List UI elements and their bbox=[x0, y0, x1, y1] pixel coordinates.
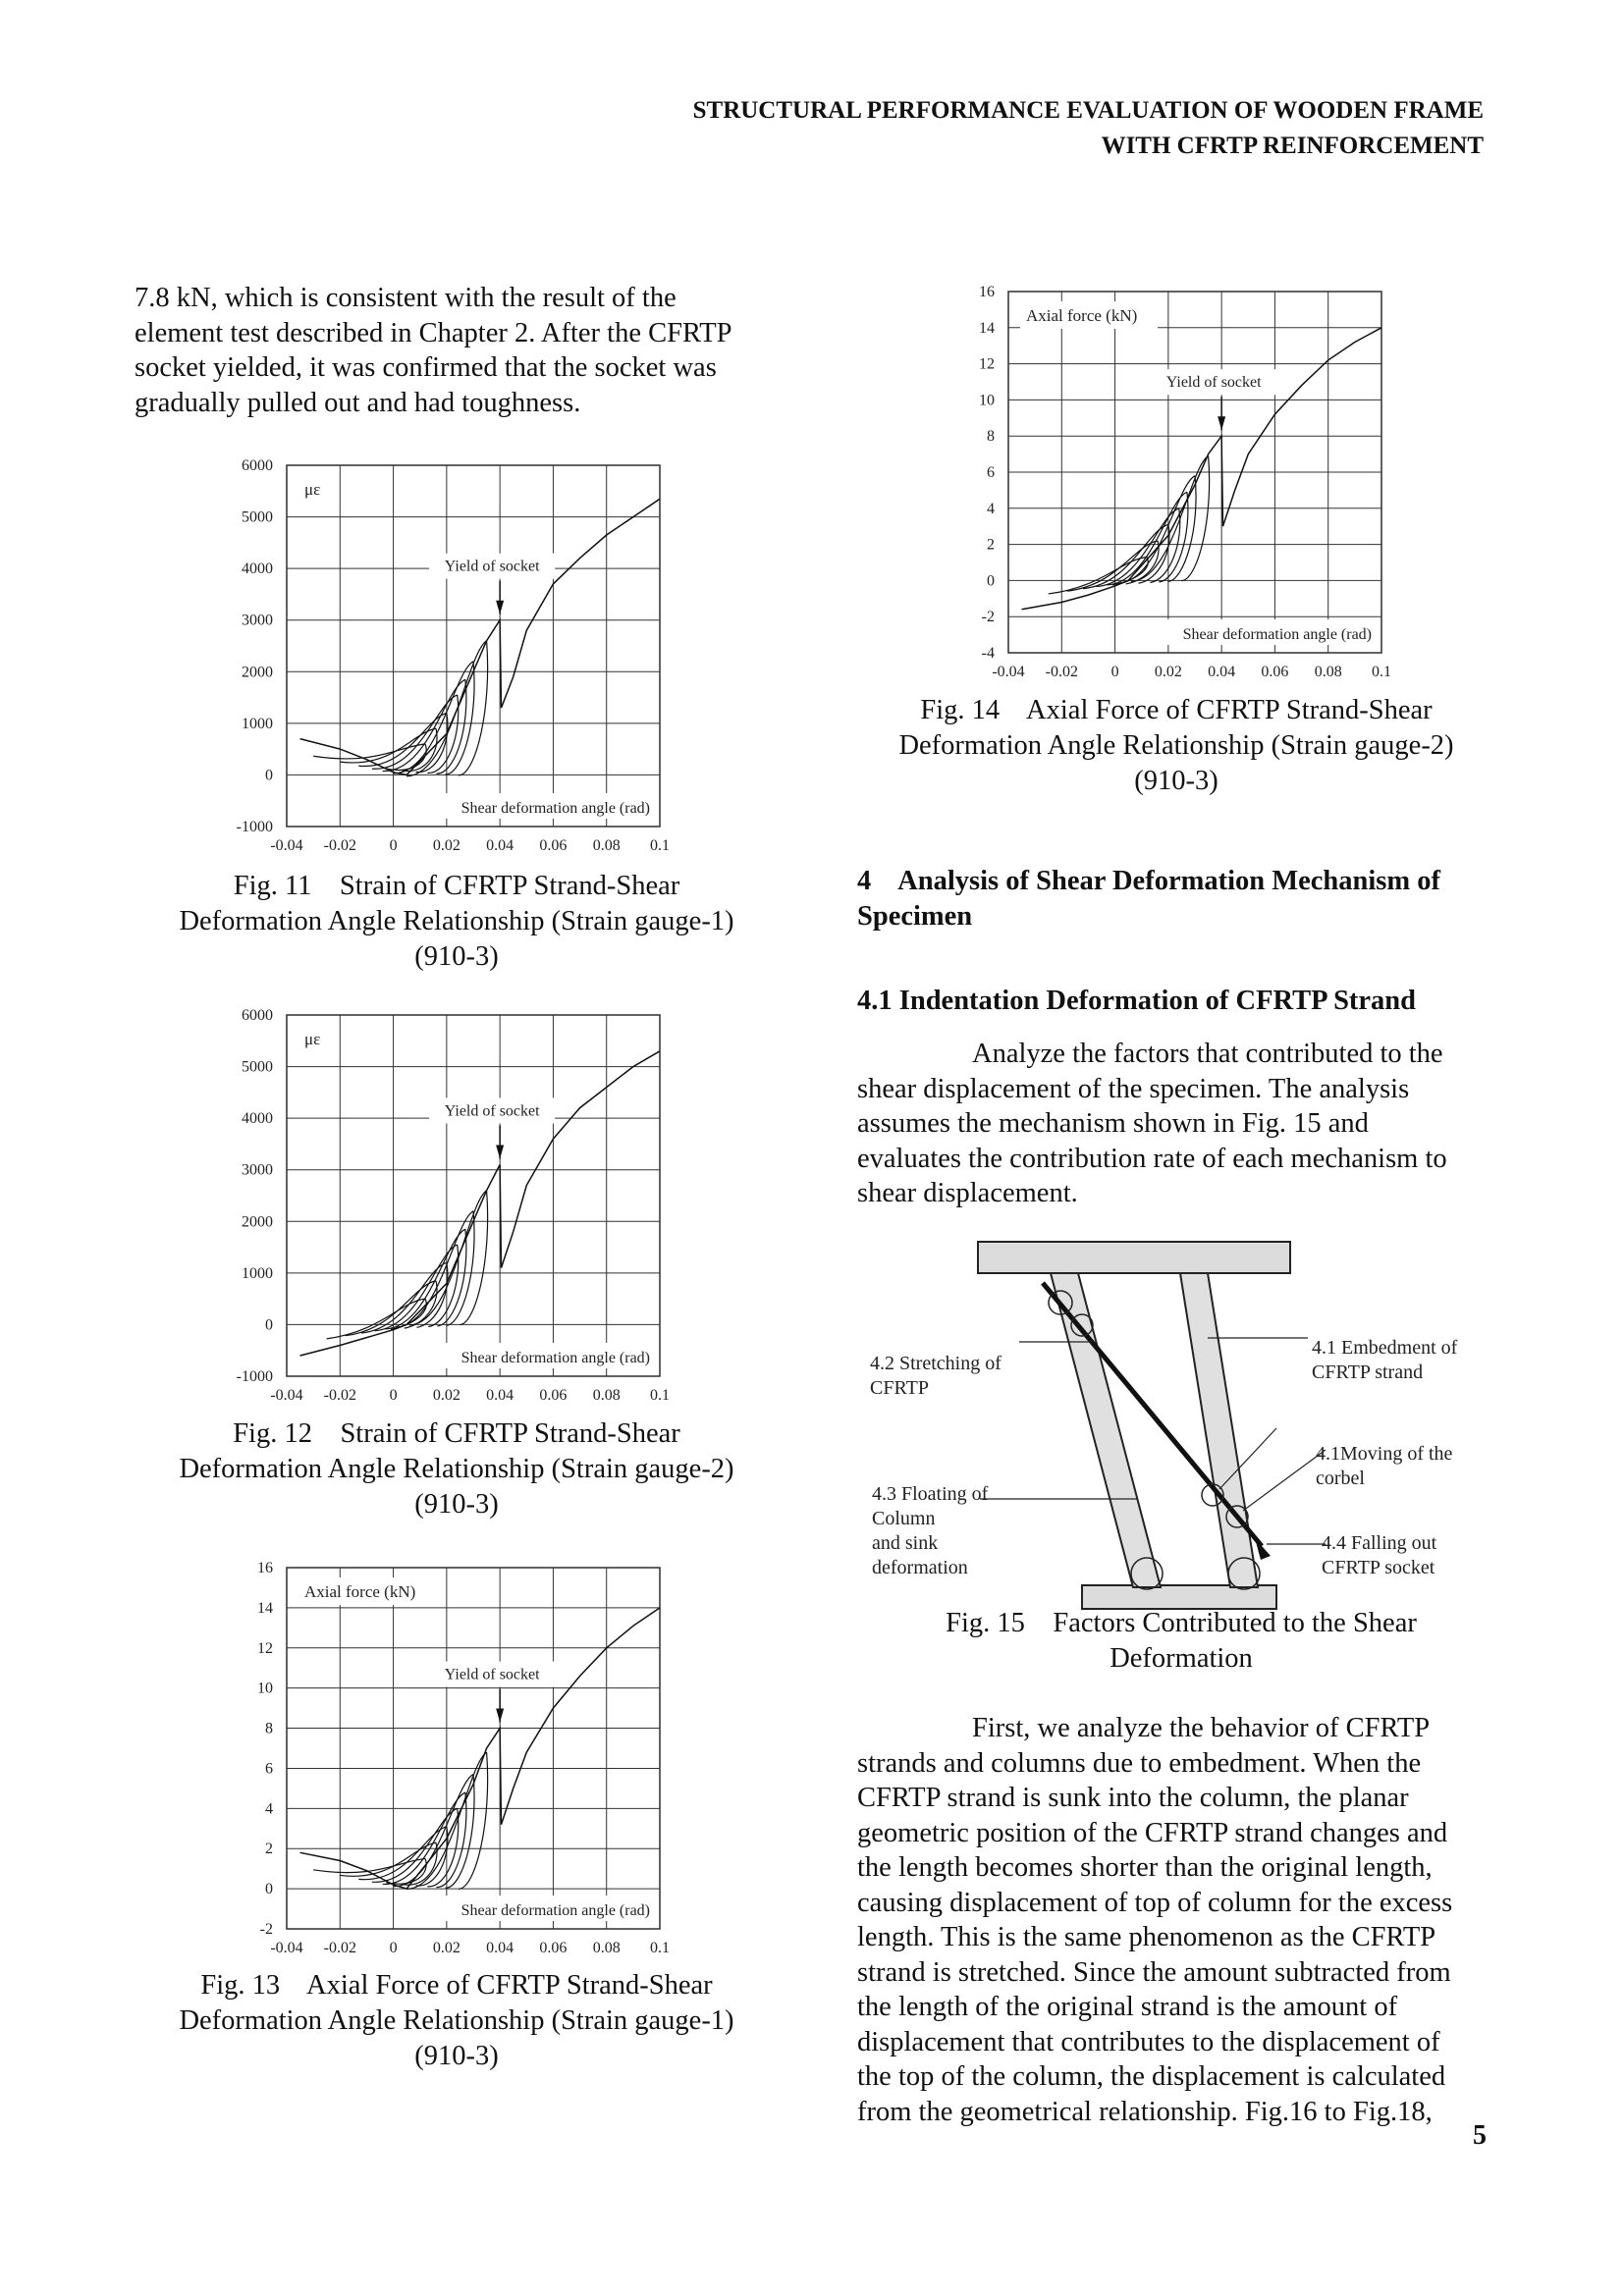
y-tick-label: 4000 bbox=[242, 1110, 273, 1128]
y-tick-label: -2 bbox=[981, 609, 995, 626]
y-tick-label: 1000 bbox=[242, 715, 273, 732]
x-tick-label: 0.1 bbox=[650, 1940, 670, 1956]
y-tick-label: 4000 bbox=[242, 561, 273, 578]
para-line: the length becomes shorter than the original length, bbox=[857, 1852, 1433, 1883]
y-tick-label: 6 bbox=[987, 464, 995, 481]
y-tick-label: 2000 bbox=[242, 1213, 273, 1231]
x-tick-label: -0.04 bbox=[270, 837, 303, 854]
x-tick-label: 0.1 bbox=[650, 1387, 670, 1404]
leader-line bbox=[1243, 1450, 1326, 1511]
y-tick-label: 1000 bbox=[242, 1264, 273, 1282]
x-tick-label: -0.04 bbox=[270, 1940, 303, 1956]
x-tick-label: 0 bbox=[1110, 664, 1119, 680]
y-tick-label: -4 bbox=[981, 645, 995, 662]
intro-line: socket yielded, it was confirmed that the socket was bbox=[135, 352, 717, 383]
x-tick-label: 0.02 bbox=[432, 837, 460, 854]
section-paragraph-2 bbox=[857, 1711, 1505, 2129]
x-tick-label: 0.04 bbox=[1208, 664, 1236, 680]
hysteresis-loop bbox=[394, 1775, 473, 1887]
diagram-fig15 bbox=[864, 1232, 1502, 1625]
x-axis-label: Shear deformation angle (rad) bbox=[460, 1350, 650, 1366]
y-tick-label: 5000 bbox=[242, 508, 273, 526]
caption-fig11 bbox=[137, 869, 776, 975]
top-beam bbox=[978, 1242, 1290, 1273]
y-tick-label: 10 bbox=[979, 392, 995, 409]
caption-line: Deformation Angle Relationship (Strain gauge-2) bbox=[179, 1454, 734, 1484]
label-floating: and sink bbox=[872, 1532, 939, 1554]
x-tick-label: 0.06 bbox=[1261, 664, 1289, 680]
y-tick-label: 4 bbox=[987, 500, 995, 517]
x-tick-label: -0.02 bbox=[323, 837, 356, 854]
caption-line: Deformation Angle Relationship (Strain gauge-1) bbox=[179, 906, 734, 936]
caption-line: (910-3) bbox=[1134, 766, 1218, 796]
label-moving: 4.1Moving of the bbox=[1316, 1443, 1453, 1465]
yield-annotation: Yield of socket bbox=[444, 558, 540, 575]
x-tick-label: 0.02 bbox=[432, 1387, 460, 1404]
para-line: causing displacement of top of column for the excess bbox=[857, 1887, 1453, 1918]
unit-label: με bbox=[304, 480, 321, 499]
x-tick-label: 0.02 bbox=[432, 1940, 460, 1956]
y-tick-label: 8 bbox=[987, 428, 995, 446]
x-tick-label: -0.02 bbox=[323, 1387, 356, 1404]
plot-frame bbox=[287, 1568, 660, 1929]
y-tick-label: 3000 bbox=[242, 612, 273, 629]
section-4-title bbox=[857, 864, 1505, 934]
x-tick-label: 0 bbox=[389, 837, 398, 854]
y-tick-label: 14 bbox=[979, 319, 995, 337]
caption-line: Fig. 15 Factors Contributed to the Shear bbox=[946, 1608, 1417, 1638]
y-tick-label: 2000 bbox=[242, 664, 273, 681]
plot-frame bbox=[287, 465, 660, 827]
para-line: geometric position of the CFRTP strand changes and bbox=[857, 1817, 1448, 1848]
caption-fig12 bbox=[137, 1416, 776, 1522]
unloading-curve bbox=[1150, 508, 1180, 583]
y-tick-label: 3000 bbox=[242, 1161, 273, 1179]
para-line: assumes the mechanism shown in Fig. 15 and bbox=[857, 1108, 1369, 1139]
caption-line: (910-3) bbox=[414, 1489, 499, 1520]
x-tick-label: 0.02 bbox=[1154, 664, 1182, 680]
para-line: strand is stretched. Since the amount subtracted from bbox=[857, 1956, 1451, 1988]
running-header-line-2: WITH CFRTP REINFORCEMENT bbox=[1101, 133, 1484, 159]
intro-paragraph bbox=[135, 281, 781, 420]
caption-line: Fig. 11 Strain of CFRTP Strand-Shear bbox=[233, 871, 680, 901]
hysteresis-loop bbox=[396, 1211, 473, 1327]
caption-line: Deformation Angle Relationship (Strain gauge-2) bbox=[898, 730, 1454, 761]
para-line: Analyze the factors that contributed to the bbox=[972, 1039, 1443, 1069]
chart-fig11 bbox=[216, 454, 687, 866]
x-tick-label: 0.06 bbox=[539, 1387, 568, 1404]
plot-frame bbox=[287, 1015, 660, 1376]
x-tick-label: 0.06 bbox=[539, 1940, 568, 1956]
envelope-curve bbox=[300, 1051, 660, 1356]
caption-line: Fig. 12 Strain of CFRTP Strand-Shear bbox=[233, 1418, 680, 1449]
para-line: shear displacement of the specimen. The analysis bbox=[857, 1073, 1410, 1104]
caption-fig15 bbox=[857, 1606, 1505, 1677]
label-floating: 4.3 Floating of bbox=[872, 1483, 989, 1505]
caption-fig14 bbox=[857, 693, 1495, 799]
unit-label: με bbox=[304, 1030, 321, 1048]
label-floating: deformation bbox=[872, 1557, 968, 1578]
x-tick-label: -0.02 bbox=[1045, 664, 1078, 680]
hysteresis-loop bbox=[385, 1229, 464, 1329]
y-tick-label: 2 bbox=[265, 1841, 273, 1858]
x-tick-label: -0.04 bbox=[992, 664, 1025, 680]
para-line: strands and columns due to embedment. When the bbox=[857, 1747, 1422, 1779]
y-tick-label: -2 bbox=[259, 1921, 273, 1938]
hysteresis-loop bbox=[1067, 541, 1158, 591]
label-moving: corbel bbox=[1316, 1468, 1365, 1489]
intro-line: gradually pulled out and had toughness. bbox=[135, 387, 581, 418]
para-line: evaluates the contribution rate of each mechanism to bbox=[857, 1143, 1447, 1174]
y-tick-label: 5000 bbox=[242, 1058, 273, 1076]
label-stretching: CFRTP bbox=[870, 1377, 929, 1399]
chart-svg bbox=[216, 1003, 687, 1415]
x-tick-label: 0.08 bbox=[592, 1387, 621, 1404]
yield-annotation: Yield of socket bbox=[444, 1666, 540, 1683]
page-number: 5 bbox=[1473, 2120, 1487, 2151]
x-axis-label: Shear deformation angle (rad) bbox=[460, 800, 650, 817]
section-paragraph-1 bbox=[857, 1037, 1505, 1211]
y-tick-label: 6000 bbox=[242, 457, 273, 474]
x-tick-label: 0 bbox=[389, 1387, 398, 1404]
label-stretching: 4.2 Stretching of bbox=[870, 1353, 1001, 1374]
y-tick-label: 10 bbox=[257, 1680, 273, 1697]
section-title-line: 4 Analysis of Shear Deformation Mechanism of bbox=[857, 866, 1440, 896]
hysteresis-loop bbox=[327, 1299, 425, 1339]
y-tick-label: 2 bbox=[987, 536, 995, 554]
yield-annotation: Yield of socket bbox=[1165, 374, 1262, 392]
y-tick-label: 16 bbox=[979, 284, 995, 300]
para-line: length. This is the same phenomenon as the CFRTP bbox=[857, 1922, 1436, 1952]
yield-arrow-head bbox=[1218, 416, 1225, 430]
hysteresis-loop bbox=[1107, 492, 1186, 585]
chart-svg bbox=[216, 1556, 687, 1968]
unit-label: Axial force (kN) bbox=[304, 1582, 416, 1601]
chart-svg bbox=[216, 454, 687, 866]
para-line: displacement that contributes to the displacement of bbox=[857, 2026, 1440, 2057]
x-tick-label: -0.04 bbox=[270, 1387, 303, 1404]
x-tick-label: 0 bbox=[389, 1940, 398, 1956]
y-tick-label: -1000 bbox=[236, 1368, 273, 1385]
yield-arrow-head bbox=[496, 601, 504, 614]
x-tick-label: 0.04 bbox=[486, 837, 514, 854]
running-header-line-1: STRUCTURAL PERFORMANCE EVALUATION OF WOODEN FRAME bbox=[692, 97, 1484, 124]
caption-line: (910-3) bbox=[414, 941, 499, 972]
caption-line: (910-3) bbox=[414, 2041, 499, 2071]
y-tick-label: 4 bbox=[265, 1800, 273, 1818]
x-axis-label: Shear deformation angle (rad) bbox=[460, 1902, 650, 1919]
yield-arrow-head bbox=[496, 1709, 504, 1723]
intro-line: element test described in Chapter 2. After the CFRTP bbox=[135, 317, 732, 348]
subsection-4-1-title: 4.1 Indentation Deformation of CFRTP Strand bbox=[857, 986, 1417, 1016]
x-tick-label: 0.04 bbox=[486, 1387, 514, 1404]
hysteresis-loop bbox=[372, 695, 458, 769]
envelope-curve bbox=[300, 1608, 660, 1889]
para-line: the length of the original strand is the amount of bbox=[857, 1992, 1398, 2022]
y-tick-label: 12 bbox=[257, 1639, 273, 1657]
unloading-curve bbox=[436, 679, 466, 774]
chart-svg bbox=[938, 280, 1409, 692]
x-tick-label: 0.08 bbox=[592, 1940, 621, 1956]
y-tick-label: 6 bbox=[265, 1760, 273, 1778]
unloading-curve bbox=[427, 1808, 458, 1887]
para-line: CFRTP strand is sunk into the column, the planar bbox=[857, 1783, 1409, 1813]
y-tick-label: 0 bbox=[265, 767, 273, 784]
unloading-curve bbox=[428, 1245, 459, 1327]
y-tick-label: 0 bbox=[987, 572, 995, 590]
label-embedment: 4.1 Embedment of bbox=[1312, 1337, 1458, 1359]
running-header bbox=[693, 93, 1484, 164]
caption-line: Deformation Angle Relationship (Strain gauge-1) bbox=[179, 2005, 734, 2036]
envelope-curve bbox=[300, 499, 660, 774]
x-tick-label: 0.1 bbox=[1372, 664, 1391, 680]
left-column bbox=[1051, 1273, 1161, 1587]
y-tick-label: 8 bbox=[265, 1720, 273, 1737]
para-line: shear displacement. bbox=[857, 1178, 1078, 1208]
caption-line: Deformation bbox=[1110, 1643, 1253, 1674]
x-tick-label: 0.08 bbox=[592, 837, 621, 854]
label-falling: CFRTP socket bbox=[1322, 1557, 1435, 1578]
x-tick-label: 0.04 bbox=[486, 1940, 514, 1956]
x-tick-label: -0.02 bbox=[323, 1940, 356, 1956]
hysteresis-loop bbox=[1117, 476, 1195, 584]
label-embedment: CFRTP strand bbox=[1312, 1362, 1424, 1383]
chart-fig13 bbox=[216, 1556, 687, 1968]
yield-annotation: Yield of socket bbox=[444, 1102, 540, 1120]
chart-fig14 bbox=[938, 280, 1409, 692]
x-tick-label: 0.06 bbox=[539, 837, 568, 854]
label-floating: Column bbox=[872, 1508, 936, 1529]
caption-fig13 bbox=[137, 1968, 776, 2074]
unit-label: Axial force (kN) bbox=[1026, 306, 1138, 325]
label-falling: 4.4 Falling out bbox=[1322, 1532, 1437, 1554]
socket-arrow bbox=[1255, 1538, 1271, 1560]
y-tick-label: 16 bbox=[257, 1560, 273, 1576]
y-tick-label: 14 bbox=[257, 1599, 273, 1617]
intro-line: 7.8 kN, which is consistent with the result of the bbox=[135, 283, 677, 313]
caption-line: Fig. 14 Axial Force of CFRTP Strand-Shear bbox=[920, 695, 1433, 725]
para-line: First, we analyze the behavior of CFRTP bbox=[972, 1713, 1431, 1743]
y-tick-label: 0 bbox=[265, 1881, 273, 1898]
right-column bbox=[1180, 1273, 1258, 1587]
hysteresis-loop bbox=[372, 1808, 458, 1882]
y-tick-label: -1000 bbox=[236, 819, 273, 835]
para-line: from the geometrical relationship. Fig.16 to Fig.18, bbox=[857, 2096, 1433, 2127]
y-tick-label: 6000 bbox=[242, 1007, 273, 1024]
section-title-line: Specimen bbox=[857, 901, 973, 932]
x-axis-label: Shear deformation angle (rad) bbox=[1182, 626, 1372, 643]
x-tick-label: 0.1 bbox=[650, 837, 670, 854]
caption-line: Fig. 13 Axial Force of CFRTP Strand-Shear bbox=[200, 1970, 713, 2001]
yield-arrow-head bbox=[496, 1145, 504, 1158]
y-tick-label: 0 bbox=[265, 1316, 273, 1334]
para-line: the top of the column, the displacement is calculated bbox=[857, 2061, 1446, 2092]
y-tick-label: 12 bbox=[979, 355, 995, 373]
chart-fig12 bbox=[216, 1003, 687, 1415]
x-tick-label: 0.08 bbox=[1314, 664, 1342, 680]
